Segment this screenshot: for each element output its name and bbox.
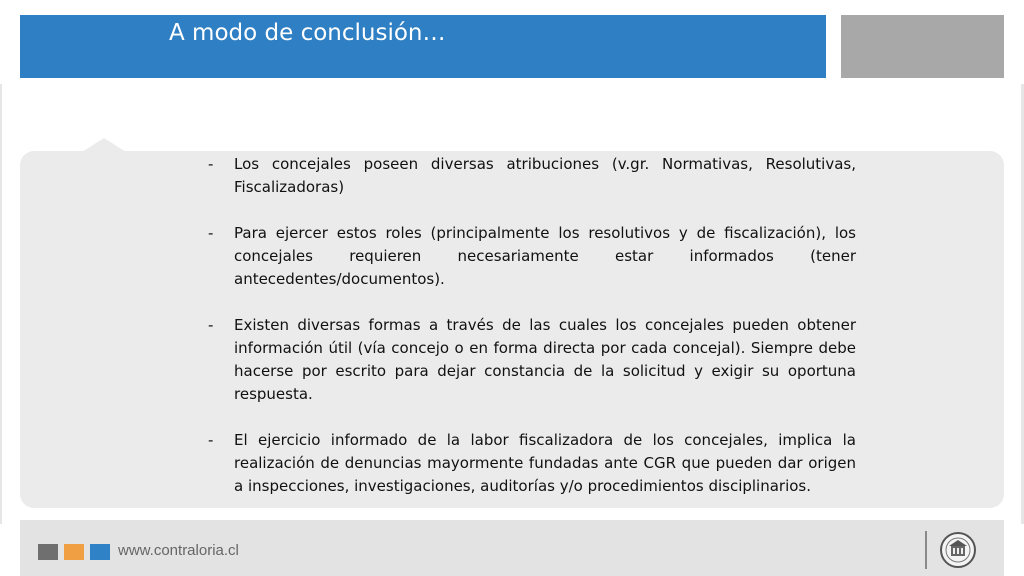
header-accent-box: [841, 15, 1004, 78]
footer-square-orange: [64, 544, 84, 560]
footer-url[interactable]: www.contraloria.cl: [118, 542, 239, 559]
footer-square-blue: [90, 544, 110, 560]
bullet-dash: -: [208, 224, 214, 242]
bullet-item-3: [208, 314, 856, 406]
left-divider: [0, 84, 2, 524]
footer-divider: [925, 531, 927, 569]
bullet-text: Para ejercer estos roles (principalmente los resolutivos y de fiscalización), los concejales requieren necesariamente estar informados (tener antecedentes/documentos).: [234, 224, 856, 288]
bullet-list: [208, 153, 856, 521]
footer-square-gray: [38, 544, 58, 560]
slide-title: A modo de conclusión…: [169, 20, 446, 46]
bullet-text: Existen diversas formas a través de las cuales los concejales pueden obtener información útil (vía concejo o en forma directa por cada concejal). Siempre debe hacerse por escrito para dejar constancia de la solicitud y exigir su oportuna respuesta.: [234, 316, 856, 403]
bullet-text: El ejercicio informado de la labor fiscalizadora de los concejales, implica la realización de denuncias mayormente fundadas ante CGR que pueden dar origen a inspecciones, investigaciones, auditorías y/o procedimientos disciplinarios.: [234, 431, 856, 495]
bullet-item-1: [208, 153, 856, 199]
contraloria-seal-icon: [936, 531, 980, 569]
panel-notch: [82, 138, 126, 152]
bullet-dash: -: [208, 155, 214, 173]
bullet-item-4: [208, 429, 856, 498]
bullet-dash: -: [208, 431, 214, 449]
bullet-text: Los concejales poseen diversas atribuciones (v.gr. Normativas, Resolutivas, Fiscalizadoras): [234, 155, 856, 196]
bullet-item-2: [208, 222, 856, 291]
bullet-dash: -: [208, 316, 214, 334]
